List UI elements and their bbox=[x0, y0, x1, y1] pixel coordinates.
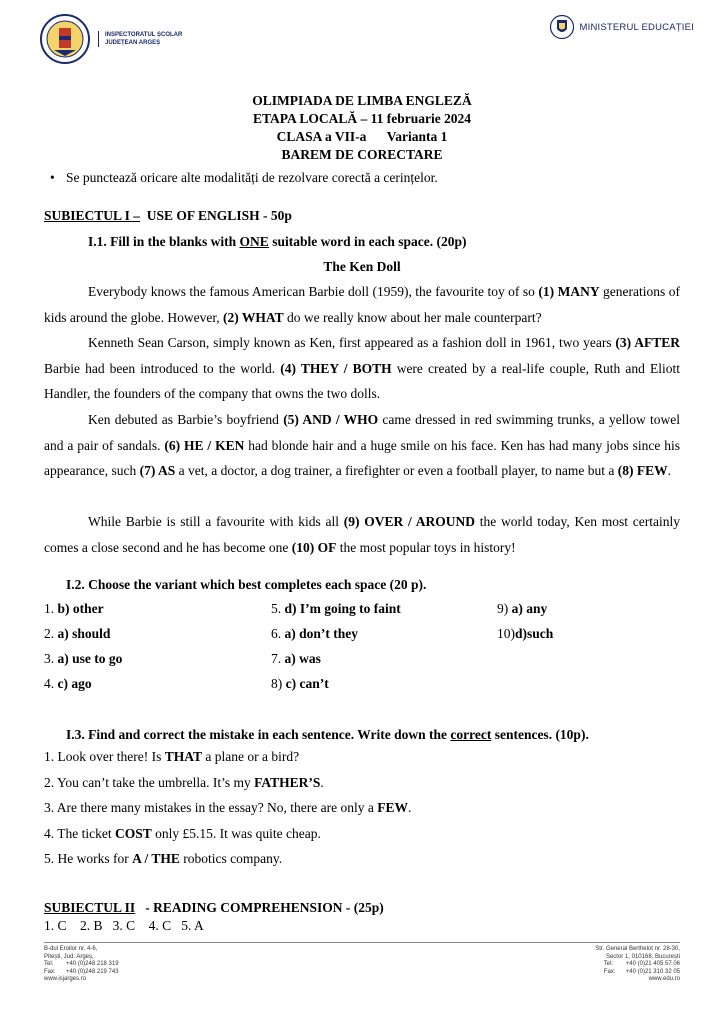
story-title: The Ken Doll bbox=[323, 259, 401, 274]
task-3-heading: I.3. Find and correct the mistake in each sentence. Write down the correct sentences. (10p). bbox=[66, 727, 589, 742]
ministry-crest-icon bbox=[550, 14, 574, 40]
section-2-answers: 1. C 2. B 3. C 4. C 5. A bbox=[44, 918, 204, 933]
title-line-4: BAREM DE CORECTARE bbox=[281, 147, 443, 162]
list-item: 5. He works for A / THE robotics company. bbox=[44, 851, 283, 866]
footer-left-contact: B-dul Eroilor nr. 4-6, Pitești, Jud. Argeș, Tel: +40 (0)248 218 319 Fax: +40 (0)248 219 743 www.isjarges.ro bbox=[44, 946, 119, 982]
section-1-heading: SUBIECTUL I – USE OF ENGLISH - 50p bbox=[44, 208, 292, 223]
document-title bbox=[0, 92, 724, 164]
task-1-heading: I.1. Fill in the blanks with ONE suitable word in each space. (20p) bbox=[88, 234, 467, 249]
footer-divider bbox=[44, 942, 680, 943]
footer-right-contact: Str. General Berthelot nr. 28-30, Sector 1, 010168, București Tel: +40 (0)21 405 57 06 Fax: +40 (0)21 310 32 05 www.edu.ro bbox=[595, 946, 680, 982]
paragraph-4: While Barbie is still a favourite with kids all (9) OVER / AROUND the world today, Ken most certainly comes a close second and he has become one (10) OF the most popular toys in history! bbox=[44, 514, 680, 555]
paragraph-1: Everybody knows the famous American Barbie doll (1959), the favourite toy of so (1) MANY generations of kids around the globe. However, (2) WHAT do we really know about her male counterpart? bbox=[44, 284, 680, 325]
isj-seal-icon bbox=[40, 14, 90, 64]
grading-note: • Se punctează oricare alte modalități de rezolvare corectă a cerințelor. bbox=[66, 170, 438, 186]
section-2-heading: SUBIECTUL II - READING COMPREHENSION - (25p) bbox=[44, 900, 384, 915]
task-3-answers bbox=[44, 749, 411, 877]
task-2-heading: I.2. Choose the variant which best completes each space (20 p). bbox=[66, 577, 427, 592]
paragraph-3: Ken debuted as Barbie’s boyfriend (5) AND / WHO came dressed in red swimming trunks, a yellow towel and a pair of sandals. (6) HE / KEN had blonde hair and a huge smile on his face. Ken has had many jobs since his appearance, such (7) AS a vet, a doctor, a dog trainer, a firefighter or even a football player, to name but a (8) FEW. bbox=[44, 412, 680, 478]
title-line-3: CLASA a VII-a Varianta 1 bbox=[276, 129, 448, 144]
list-item: 3. Are there many mistakes in the essay? No, there are only a FEW. bbox=[44, 800, 412, 815]
isj-logo-block bbox=[40, 14, 182, 64]
ministry-logo-block bbox=[550, 14, 695, 40]
list-item: 2. You can’t take the umbrella. It’s my FATHER’S. bbox=[44, 774, 324, 790]
title-line-2: ETAPA LOCALĂ – 11 februarie 2024 bbox=[252, 111, 472, 126]
list-item: 1. Look over there! Is THAT a plane or a bird? bbox=[44, 749, 300, 764]
ministry-name: MINISTERUL EDUCAȚIEI bbox=[579, 21, 694, 33]
footer-right-website[interactable]: www.edu.ro bbox=[648, 976, 680, 982]
isj-logo-text: INSPECTORATUL ȘCOLAR JUDEȚEAN ARGEȘ bbox=[98, 31, 182, 47]
title-line-1: OLIMPIADA DE LIMBA ENGLEZĂ bbox=[252, 93, 472, 108]
list-item: 4. The ticket COST only £5.15. It was quite cheap. bbox=[44, 825, 321, 841]
footer-left-website[interactable]: www.isjarges.ro bbox=[44, 976, 87, 982]
paragraph-2: Kenneth Sean Carson, simply known as Ken, first appeared as a fashion doll in 1961, two years (3) AFTER Barbie had been introduced to the world. (4) THEY / BOTH were created by a real-life couple, Ruth and Eliott Handler, the founders of the company that owns the two dolls. bbox=[44, 335, 681, 401]
